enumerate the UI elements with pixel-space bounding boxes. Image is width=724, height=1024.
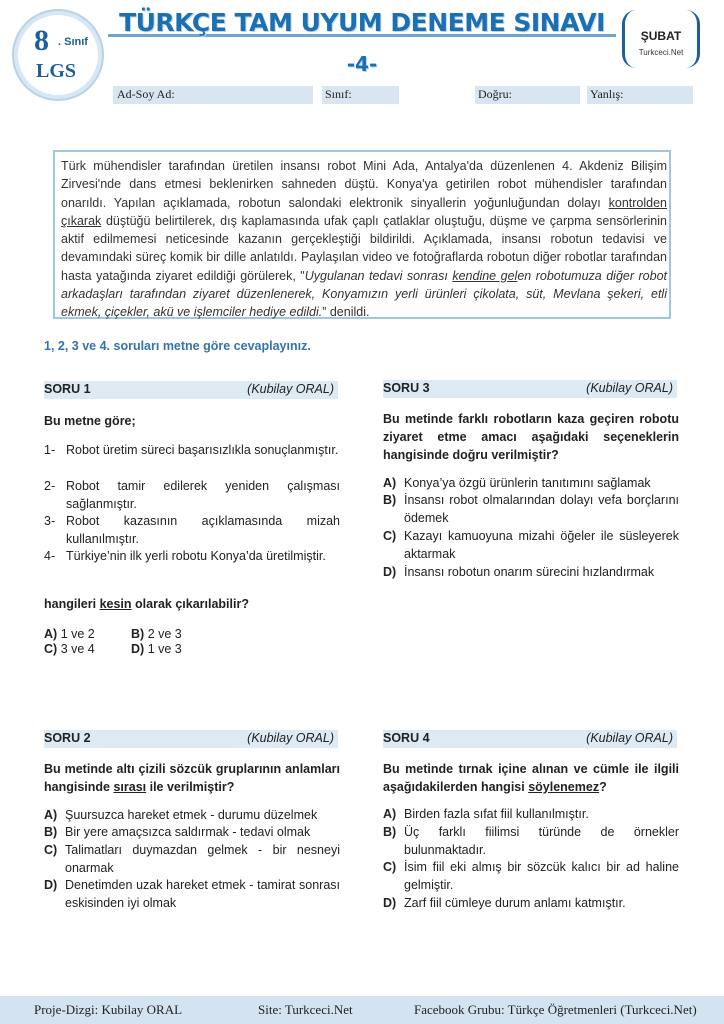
q4-option-b[interactable] [383, 824, 679, 859]
grade-badge [14, 11, 102, 99]
q4-stem [383, 760, 679, 796]
option-letter: C) [383, 529, 397, 543]
q1-header [44, 381, 338, 399]
footer-facebook[interactable]: Facebook Grubu: Türkçe Öğretmenleri (Turkceci.Net) [414, 1002, 697, 1017]
option-text: Üç farklı fiilimsi türünde de örnekler bulunmaktadır. [404, 825, 679, 857]
q4-option-a[interactable] [383, 806, 679, 824]
option-text: Talimatları duymazdan gelmek - bir nesneyi onarmak [65, 843, 340, 875]
q1-author: (Kubilay ORAL) [247, 382, 334, 396]
option-letter: A) [383, 476, 397, 490]
option-letter: B) [383, 493, 397, 507]
option-letter: B) [131, 627, 145, 641]
q3-option-d[interactable] [383, 564, 679, 582]
q3-option-b[interactable] [383, 492, 679, 527]
option-text: 1 ve 3 [147, 642, 182, 656]
item-number: 4- [44, 549, 56, 563]
page-title: TÜRKÇE TAM UYUM DENEME SINAVI [119, 8, 605, 37]
page-subtitle: -4- [346, 52, 378, 76]
option-letter: A) [44, 808, 58, 822]
option-text: İnsansı robotun onarım sürecini hızlandırmak [404, 565, 655, 579]
page-footer [0, 996, 724, 1024]
q1-option-b[interactable] [131, 627, 182, 641]
passage-part: ” denildi. [322, 305, 370, 320]
item-number: 2- [44, 479, 56, 493]
option-text: 2 ve 3 [147, 627, 182, 641]
item-number: 3- [44, 514, 56, 528]
q2-stem [44, 760, 340, 796]
q4-option-d[interactable] [383, 895, 679, 913]
option-letter: A) [383, 807, 397, 821]
q3-number: SORU 3 [383, 381, 430, 395]
q4-option-c[interactable] [383, 859, 679, 894]
grade-number: 8 [34, 24, 49, 57]
q1-option-d[interactable] [131, 642, 182, 656]
option-text: İsim fiil eki almış bir sözcük kalıcı bir ad haline gelmiştir. [404, 860, 679, 892]
q1-item [44, 478, 340, 513]
correct-label: Doğru: [478, 87, 512, 101]
month-site: Turkceci.Net [638, 48, 684, 57]
q2-header [44, 730, 338, 748]
option-letter: C) [44, 642, 58, 656]
q2-option-a[interactable] [44, 807, 340, 825]
month-label: ŞUBAT [640, 29, 682, 43]
option-letter: C) [44, 843, 58, 857]
q2-number: SORU 2 [44, 731, 91, 745]
item-text: Robot kazasının açıklamasında mizah kullanılmıştır. [66, 514, 340, 546]
underlined-phrase-1: kontrolden çıkarak [61, 195, 667, 228]
q3-header [383, 380, 677, 398]
q1-number: SORU 1 [44, 382, 91, 396]
passage-part: düştüğü belirtilerek, dış kaplamasında ufak çaplı çatlaklar oluştuğu, düşme ve çarpma sensörlerinin aktif edilmemesi neticesinde kazanın gerçekleştiği bildirildi. Açıklamada, insansı robotun tedavisi ve devamındaki süreç komik bir dille anlatıldı. Paylaşılan video ve fotoğraflarda robotun diğer robotlar tarafından hasta yatağında ziyaret edildiği görülerek, " [61, 213, 667, 283]
q1-question [44, 595, 340, 613]
q1-item [44, 548, 340, 566]
option-text: 1 ve 2 [60, 627, 95, 641]
q1-option-a[interactable] [44, 627, 95, 641]
lgs-label: LGS [36, 60, 77, 82]
passage-text [61, 157, 667, 322]
option-text: Denetimden uzak hareket etmek - tamirat sonrası eskisinden iyi olmak [65, 878, 340, 910]
q3-option-a[interactable] [383, 475, 679, 493]
q2-option-c[interactable] [44, 842, 340, 877]
stem-underlined: sırası [113, 780, 147, 794]
footer-site[interactable]: Site: Turkceci.Net [258, 1002, 353, 1017]
option-text: Zarf fiil cümleye durum anlamı katmıştır. [404, 896, 626, 910]
option-letter: C) [383, 860, 397, 874]
class-label: Sınıf: [325, 87, 352, 101]
item-text: Türkiye’nin ilk yerli robotu Konya’da üretilmiştir. [66, 549, 326, 563]
name-label: Ad-Soy Ad: [117, 87, 175, 101]
option-text: İnsansı robot olmalarından dolayı vefa borçlarını ödemek [404, 493, 679, 525]
q1-item [44, 513, 340, 548]
option-text: Birden fazla sıfat fiil kullanılmıştır. [404, 807, 589, 821]
stem-part: Bu metinde tırnak içine alınan ve cümle ile ilgili aşağıdakilerden hangisi [383, 762, 679, 794]
underlined-phrase-2: kendine gel [452, 268, 518, 283]
option-text: Konya’ya özgü ürünlerin tanıtımını sağlamak [404, 476, 651, 490]
wrong-label: Yanlış: [590, 87, 624, 101]
q1-option-c[interactable] [44, 642, 95, 656]
option-letter: D) [383, 896, 397, 910]
q4-number: SORU 4 [383, 731, 430, 745]
option-text: 3 ve 4 [60, 642, 95, 656]
item-number: 1- [44, 443, 56, 457]
item-text: Robot üretim süreci başarısızlıkla sonuçlanmıştır. [66, 443, 339, 457]
stem-part: Bu metinde altı çizili sözcük gruplarının anlamları hangisinde [44, 762, 340, 794]
q4-header [383, 730, 677, 748]
q2-author: (Kubilay ORAL) [247, 731, 334, 745]
q1-stem: Bu metne göre; [44, 414, 136, 428]
q2-option-b[interactable] [44, 824, 340, 842]
q3-option-c[interactable] [383, 528, 679, 563]
q4-author: (Kubilay ORAL) [586, 731, 673, 745]
question-part: hangileri [44, 597, 100, 611]
option-letter: D) [383, 565, 397, 579]
option-letter: D) [131, 642, 145, 656]
stem-part: ? [599, 780, 607, 794]
quote-part: en robotumuza diğer robot arkadaşları tarafından ziyaret düzenlenerek, Konyamızın yerli ürünleri çikolata, süt, Mevlana şekeri, etli ekmek, çiçekler, akü ve işlemciler hediye edildi. [61, 268, 668, 320]
option-letter: B) [44, 825, 58, 839]
item-text: Robot tamir edilerek yeniden çalışması sağlanmıştır. [66, 479, 340, 511]
footer-project: Proje-Dizgi: Kubilay ORAL [34, 1002, 183, 1017]
option-letter: D) [44, 878, 58, 892]
q2-option-d[interactable] [44, 877, 340, 912]
passage-part: Türk mühendisler tarafından üretilen insansı robot Mini Ada, Antalya'da düzenlenen 4. Akdeniz Bilişim Zirvesi'nde dans etmesi beklenirken sahneden düştü. Konya'ya getirilen robot mühendisler tarafından onarıldı. Yapılan açıklamada, robotun salondaki elektronik sinyallerin yoğunluğundan dolayı [61, 159, 667, 210]
reading-passage [53, 150, 671, 319]
option-text: Kazayı kamuoyuna mizahi öğeler ile süsleyerek aktarmak [404, 529, 679, 561]
question-part: olarak çıkarılabilir? [131, 597, 249, 611]
instruction-text: 1, 2, 3 ve 4. soruları metne göre cevaplayınız. [44, 339, 311, 353]
option-letter: B) [383, 825, 397, 839]
q3-author: (Kubilay ORAL) [586, 381, 673, 395]
question-underlined: kesin [99, 597, 132, 611]
quote-part: Uygulanan tedavi sonrası [304, 268, 453, 283]
grade-word: . Sınıf [58, 36, 88, 48]
stem-part: ile verilmiştir? [146, 780, 235, 794]
option-text: Şuursuzca hareket etmek - durumu düzelmek [65, 808, 318, 822]
option-letter: A) [44, 627, 58, 641]
q1-item [44, 442, 340, 460]
q3-stem: Bu metinde farklı robotların kaza geçiren robotu ziyaret etme amacı aşağıdaki seçeneklerin hangisinde doğru verilmiştir? [383, 412, 679, 462]
stem-underlined: söylenemez [528, 780, 600, 794]
option-text: Bir yere amaçsızca saldırmak - tedavi olmak [65, 825, 311, 839]
